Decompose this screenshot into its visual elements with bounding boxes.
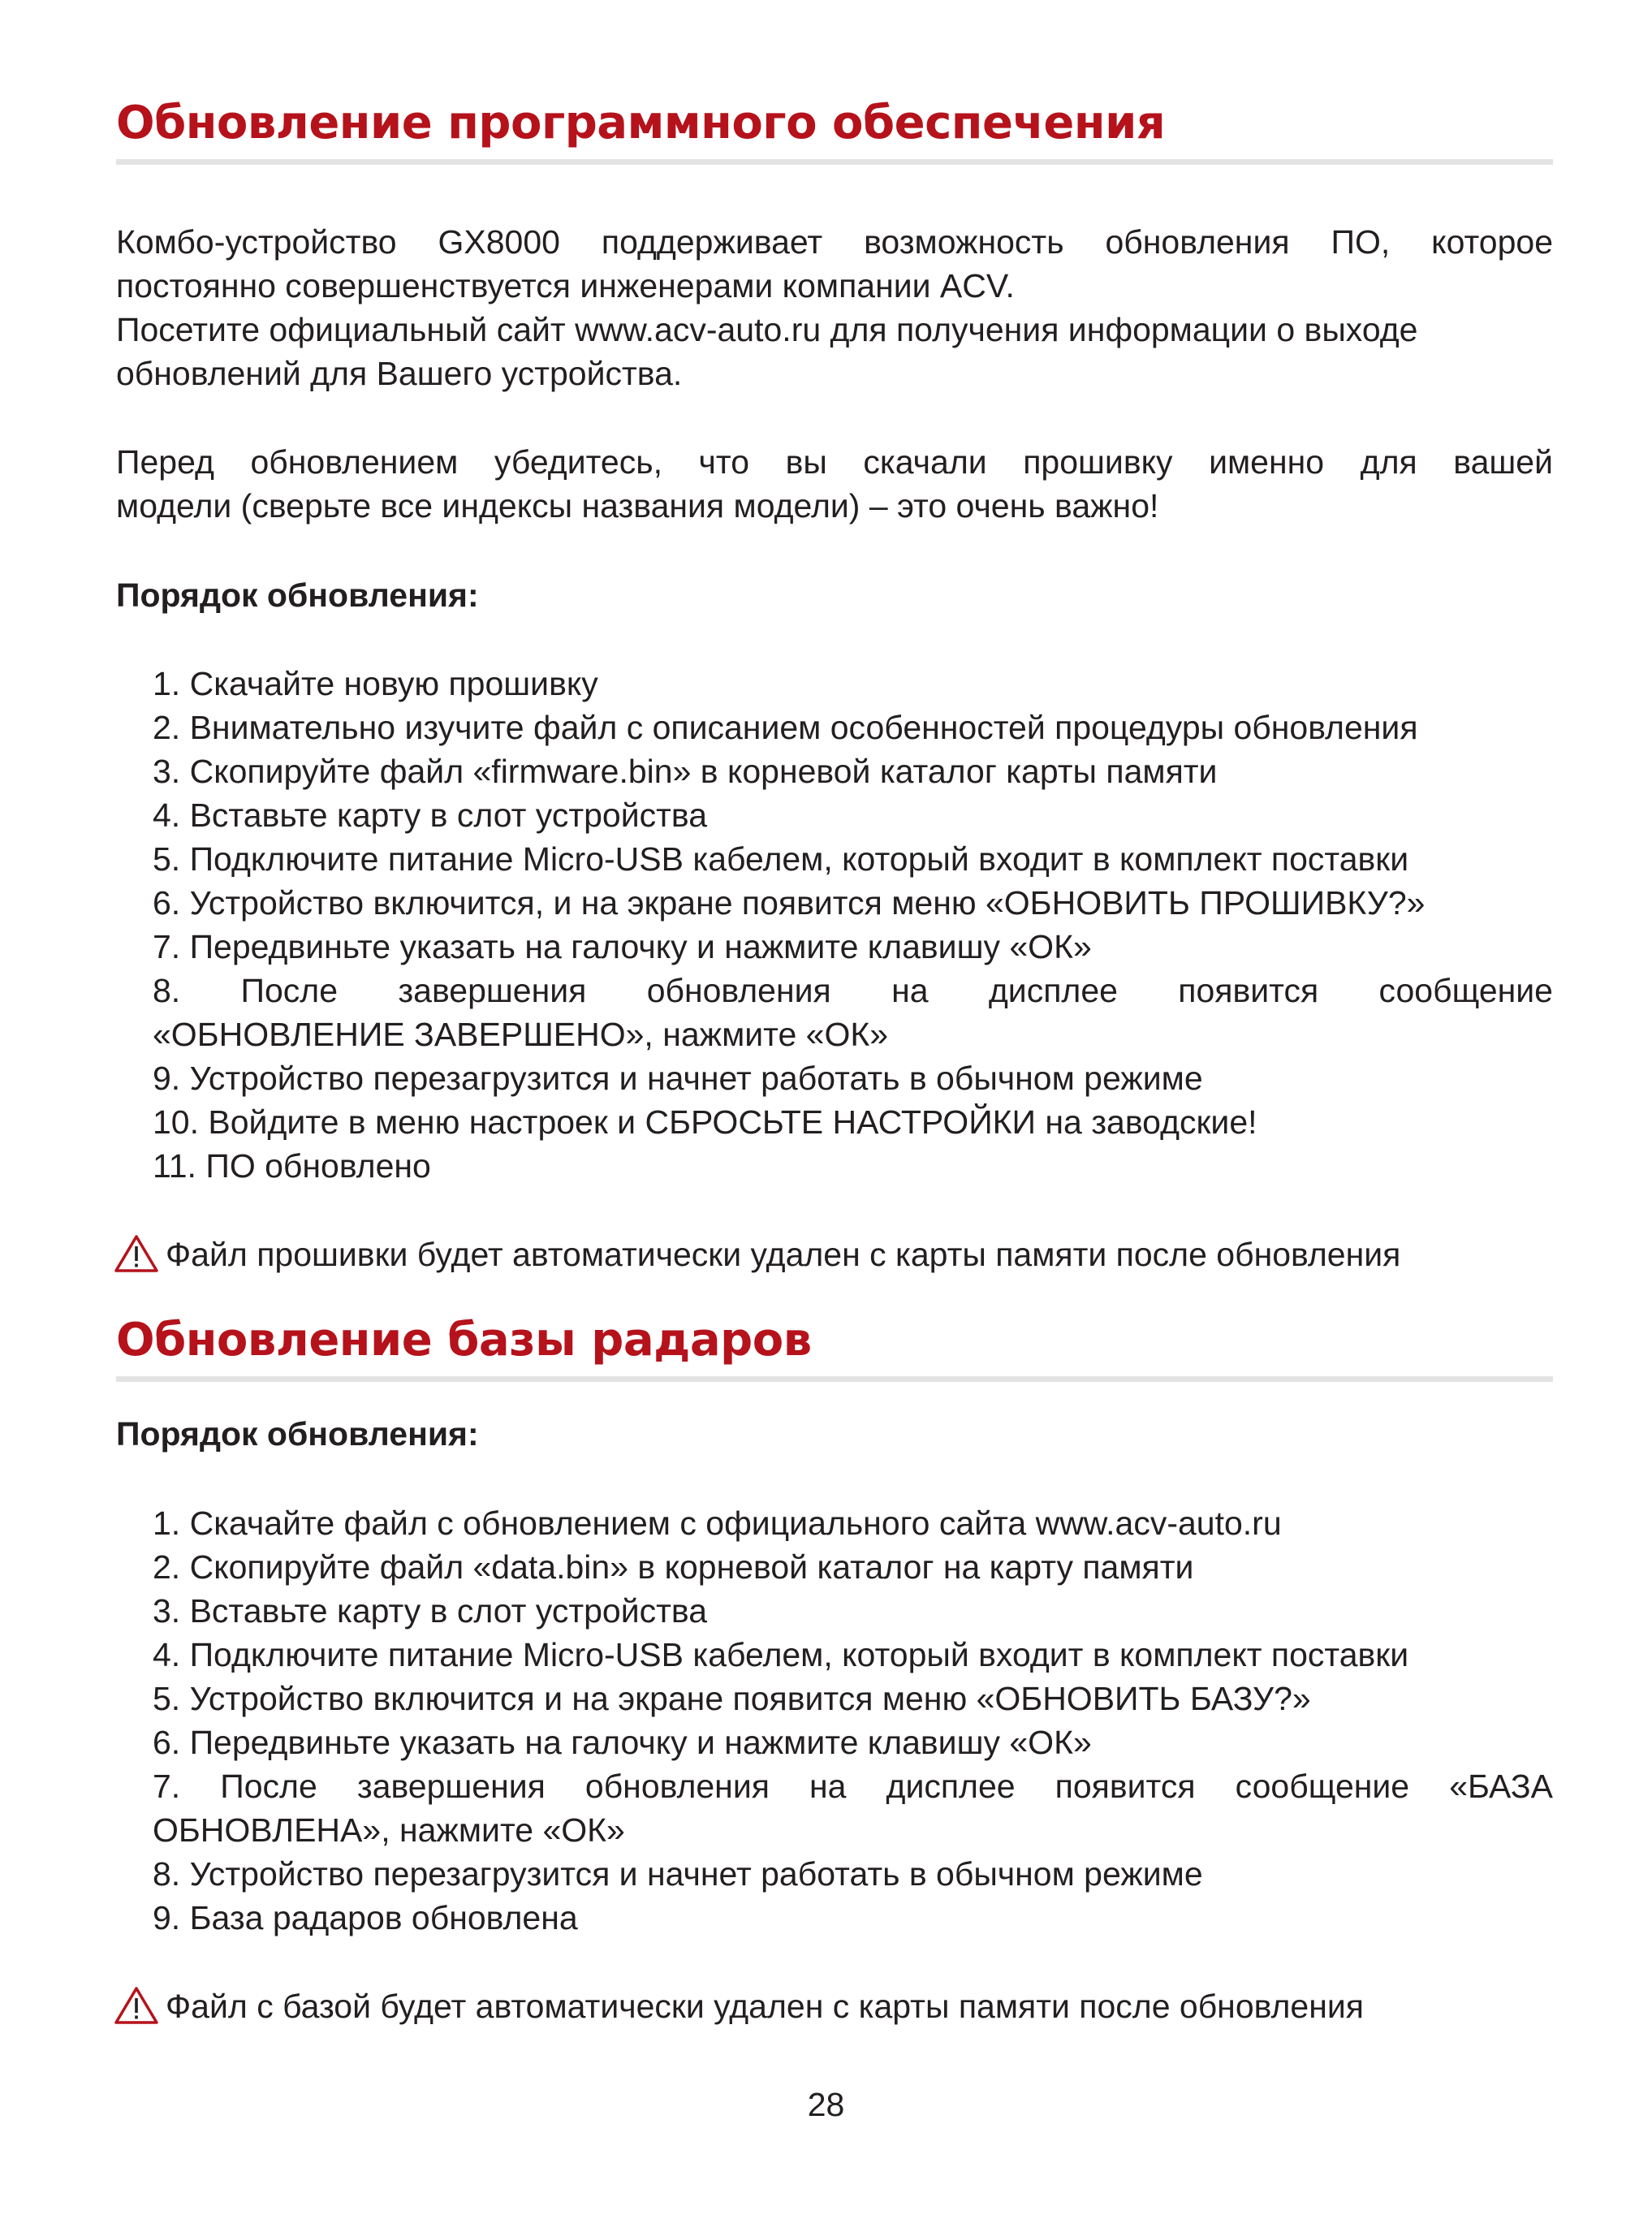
step-item: 6. Передвиньте указать на галочку и нажмите клавишу «ОК» (153, 1724, 1092, 1761)
step-item-continuation: «ОБНОВЛЕНИЕ ЗАВЕРШЕНО», нажмите «ОК» (153, 1016, 889, 1053)
step-item: 8. После завершения обновления на дисплее появится сообщение (153, 972, 1553, 1009)
order-heading: Порядок обновления: (116, 1415, 479, 1453)
intro-line: Комбо-устройство GX8000 поддерживает возможность обновления ПО, которое (116, 223, 1553, 261)
step-item: 8. Устройство перезагрузится и начнет работать в обычном режиме (153, 1855, 1203, 1893)
step-item: 9. Устройство перезагрузится и начнет работать в обычном режиме (153, 1060, 1203, 1097)
step-item-continuation: ОБНОВЛЕНА», нажмите «ОК» (153, 1811, 625, 1849)
warning-triangle-icon (114, 1233, 159, 1274)
step-item: 11. ПО обновлено (153, 1147, 431, 1185)
step-item: 2. Внимательно изучите файл с описанием особенностей процедуры обновления (153, 709, 1418, 746)
warning-text: Файл прошивки будет автоматически удален с карты памяти после обновления (166, 1236, 1401, 1273)
step-item: 2. Скопируйте файл «data.bin» в корневой каталог на карту памяти (153, 1548, 1194, 1586)
intro-line: постоянно совершенствуется инженерами компании ACV. (116, 267, 1015, 304)
step-item: 7. После завершения обновления на дисплее появится сообщение «БАЗА (153, 1768, 1553, 1805)
step-item: 9. База радаров обновлена (153, 1899, 578, 1936)
section-title-firmware: Обновление программного обеспечения (116, 97, 1166, 149)
section-divider (116, 1376, 1553, 1382)
step-item: 5. Устройство включится и на экране появится меню «ОБНОВИТЬ БАЗУ?» (153, 1680, 1311, 1717)
intro-line: Посетите официальный сайт www.acv-auto.ru для получения информации о выходе (116, 311, 1418, 348)
step-item: 3. Вставьте карту в слот устройства (153, 1592, 708, 1630)
step-item: 6. Устройство включится, и на экране появится меню «ОБНОВИТЬ ПРОШИВКУ?» (153, 884, 1426, 922)
step-item: 4. Вставьте карту в слот устройства (153, 797, 708, 834)
warning-text: Файл с базой будет автоматически удален с карты памяти после обновления (166, 1988, 1364, 2025)
step-item: 7. Передвиньте указать на галочку и нажмите клавишу «ОК» (153, 928, 1092, 965)
page-number: 28 (807, 2086, 845, 2123)
step-item: 1. Скачайте файл с обновлением с официального сайта www.acv-auto.ru (153, 1505, 1282, 1542)
step-item: 5. Подключите питание Micro-USB кабелем, который входит в комплект поставки (153, 840, 1409, 878)
notice-line: Перед обновлением убедитесь, что вы скачали прошивку именно для вашей (116, 443, 1553, 481)
step-item: 3. Скопируйте файл «firmware.bin» в корневой каталог карты памяти (153, 753, 1218, 790)
step-item: 1. Скачайте новую прошивку (153, 665, 598, 702)
section-title-radar: Обновление базы радаров (116, 1314, 812, 1366)
order-heading: Порядок обновления: (116, 576, 479, 614)
step-item: 10. Войдите в меню настроек и СБРОСЬТЕ НАСТРОЙКИ на заводские! (153, 1103, 1257, 1141)
warning-triangle-icon (114, 1985, 159, 2026)
intro-line: обновлений для Вашего устройства. (116, 355, 683, 392)
section-divider (116, 159, 1553, 165)
notice-line: модели (сверьте все индексы названия модели) – это очень важно! (116, 487, 1159, 525)
step-item: 4. Подключите питание Micro-USB кабелем, который входит в комплект поставки (153, 1636, 1409, 1673)
